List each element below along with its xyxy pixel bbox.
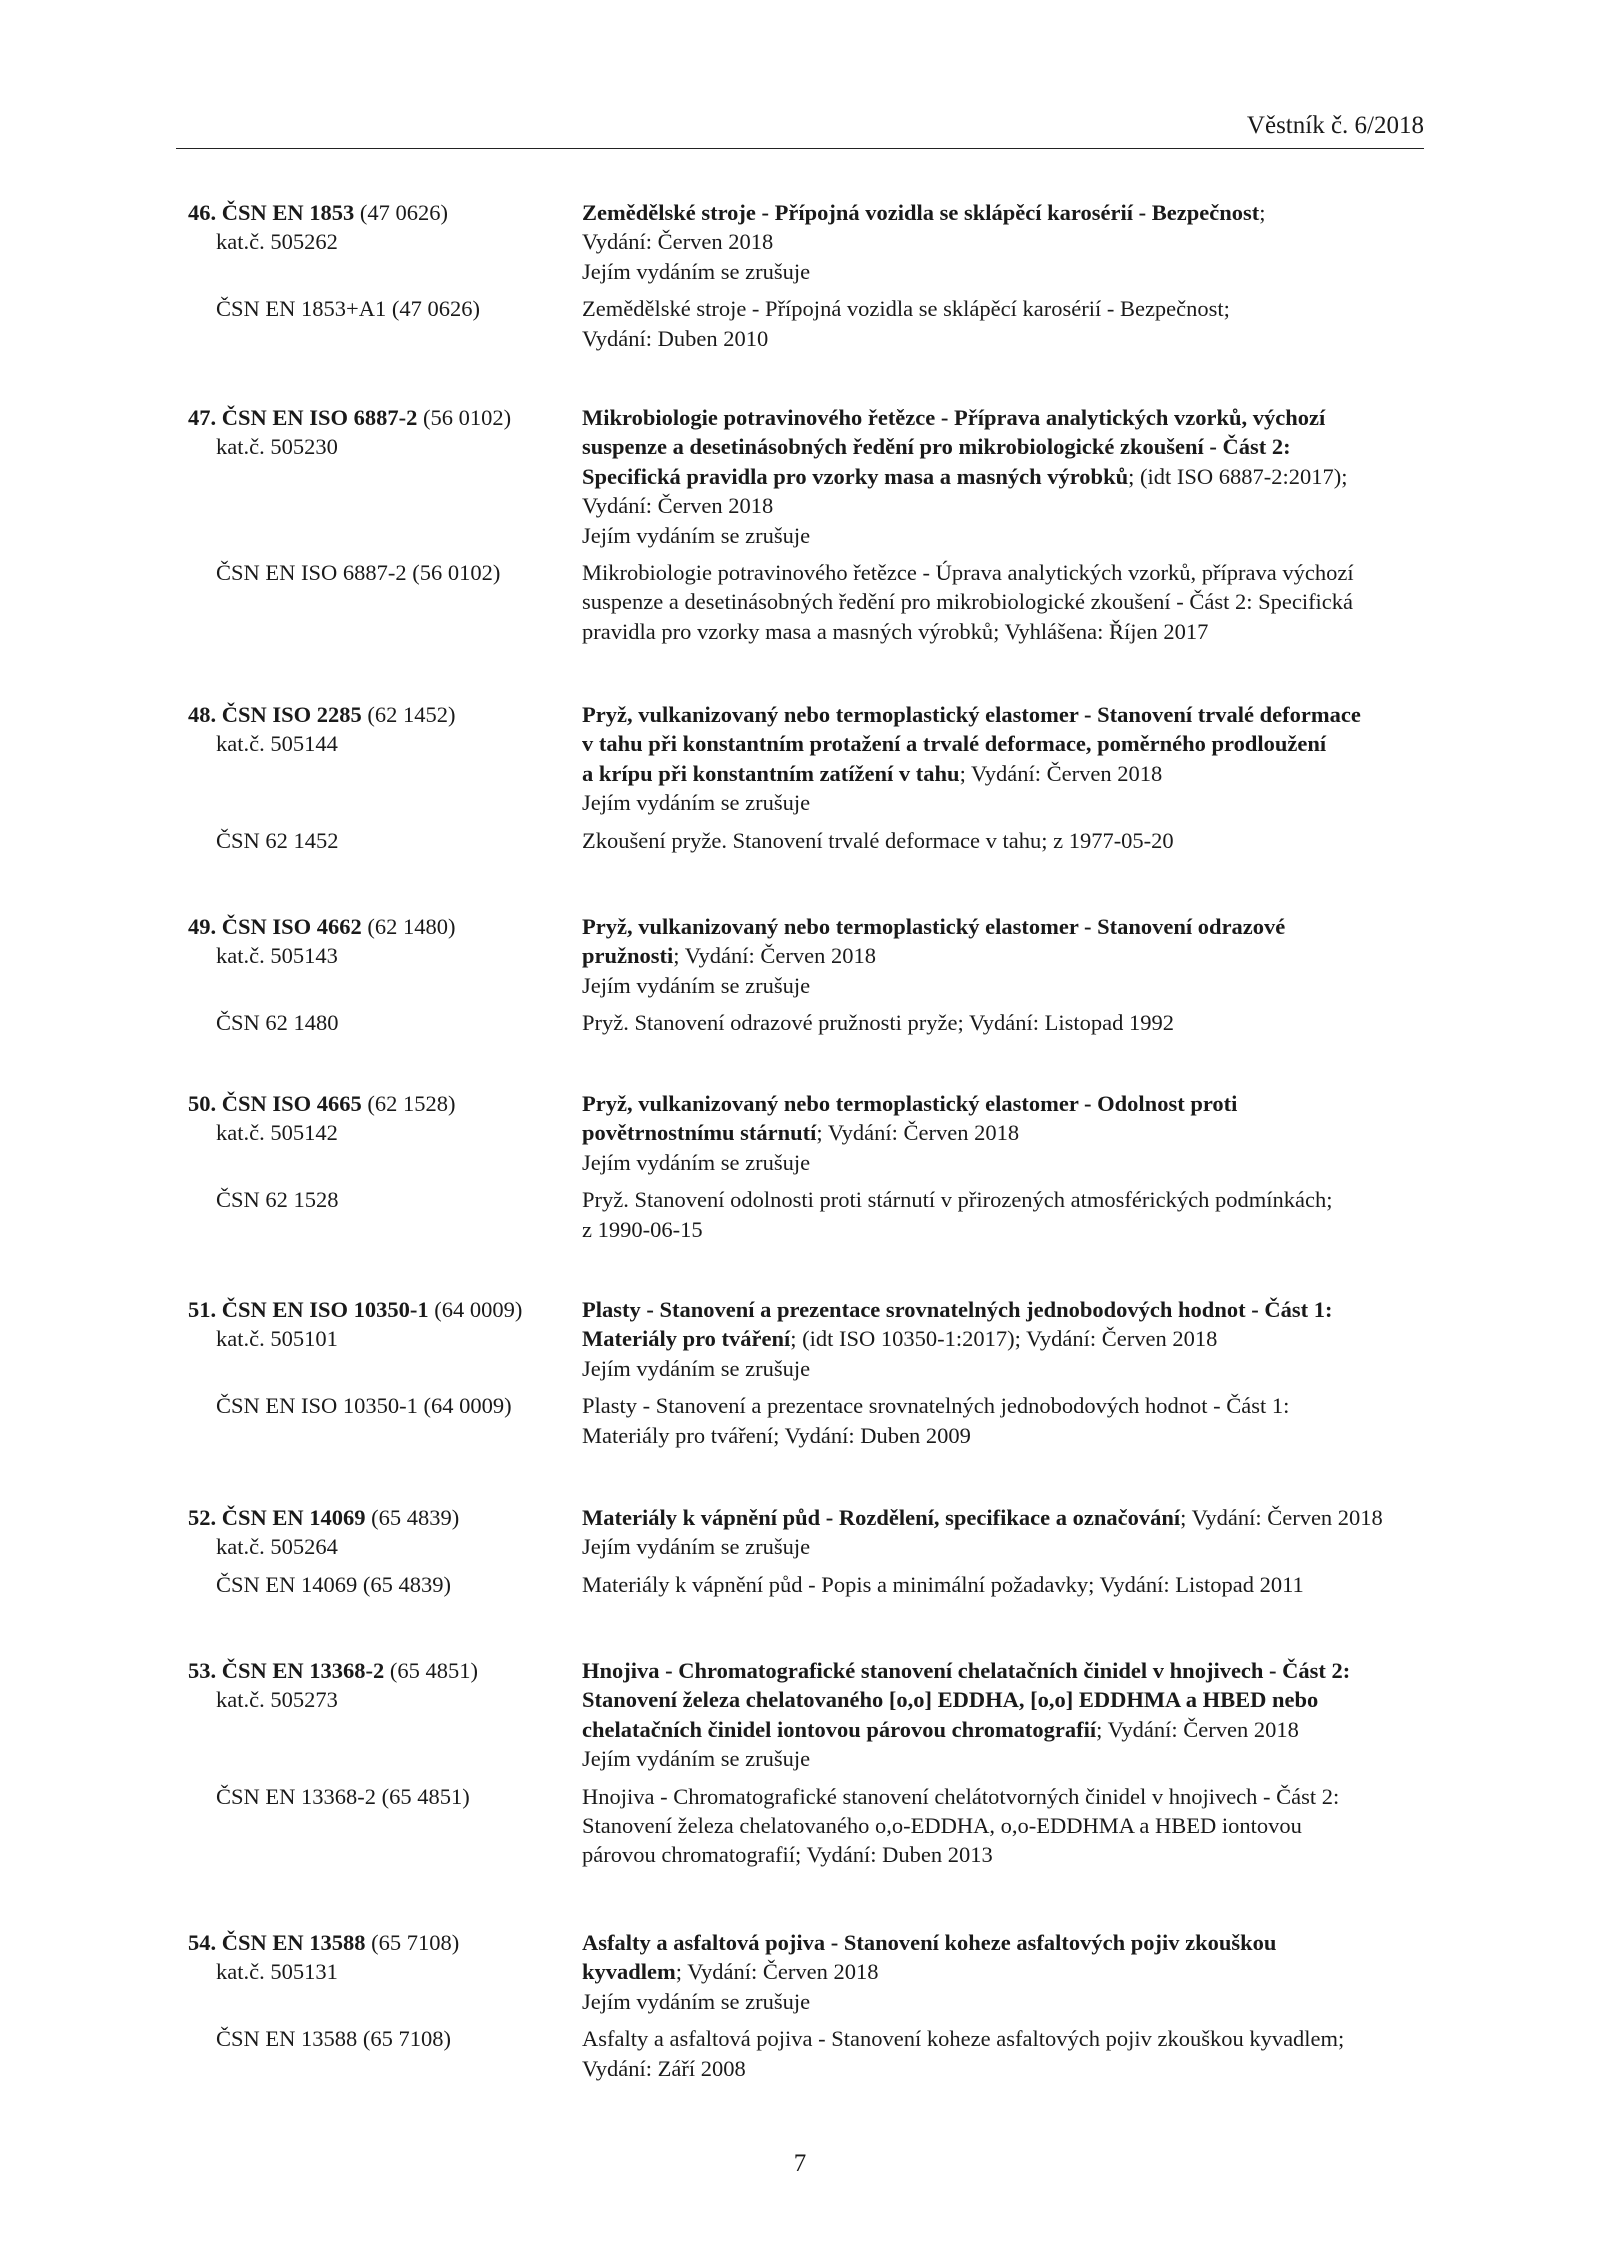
entry-row (0, 462, 1600, 491)
standard-code: ČSN EN 13368-2 (221, 1658, 385, 1683)
withdrawn-standard-line: Mikrobiologie potravinového řetězce - Úprava analytických vzorků, příprava výchozí (582, 559, 1354, 585)
withdrawn-standard-line: Hnojiva - Chromatografické stanovení chelátotvorných činidel v hnojivech - Část 2: (582, 1783, 1340, 1809)
withdrawn-standard-code: ČSN EN 13588 (65 7108) (216, 2026, 451, 2052)
entry-row (0, 1008, 1600, 1037)
entry-number: 54. (188, 1930, 222, 1955)
withdrawn-standard-line: Vydání: Září 2008 (582, 2055, 746, 2081)
entry-number: 46. (188, 200, 222, 225)
entry-row (0, 1503, 1600, 1532)
standard-info: ; Vydání: Červen 2018 (959, 760, 1163, 786)
withdrawn-standard-code: ČSN 62 1452 (216, 827, 339, 853)
withdrawn-standard-line: pravidla pro vzorky masa a masných výrobků; Vyhlášena: Říjen 2017 (582, 618, 1209, 644)
standard-title: v tahu při konstantním protažení a trvalé deformace, poměrného prodloužení (582, 731, 1327, 757)
standard-designation (188, 403, 511, 432)
standard-info: Jejím vydáním se zrušuje (582, 1149, 811, 1175)
standard-title: Materiály pro tváření (582, 1326, 791, 1352)
standard-title: Pryž, vulkanizovaný nebo termoplastický elastomer - Stanovení odrazové (582, 914, 1286, 939)
entry-row (0, 558, 1600, 587)
catalog-number: kat.č. 505273 (216, 1687, 338, 1713)
standard-entry (0, 1656, 1600, 1870)
withdrawn-standard-code: ČSN EN ISO 6887-2 (56 0102) (216, 559, 501, 585)
standard-info: ; (1259, 200, 1266, 225)
entry-row (0, 2024, 1600, 2053)
standard-designation (188, 1928, 459, 1957)
entry-gap (0, 1383, 1600, 1391)
journal-issue-title: Věstník č. 6/2018 (1246, 112, 1424, 139)
new-standard-line (582, 759, 1162, 788)
new-standard-line (582, 227, 773, 256)
standard-title: Stanovení železa chelatovaného [o,o] EDDHA, [o,o] EDDHMA a HBED nebo (582, 1687, 1319, 1713)
new-standard-line (582, 1532, 810, 1561)
page-header (176, 108, 1424, 149)
new-standard-line (582, 788, 810, 817)
entry-row (0, 198, 1600, 227)
catalog-number: kat.č. 505131 (216, 1959, 338, 1985)
entry-row (0, 1987, 1600, 2016)
new-standard-line (582, 1928, 1276, 1957)
entry-row (0, 941, 1600, 970)
standard-code: ČSN EN 14069 (221, 1505, 366, 1530)
entry-row (0, 729, 1600, 758)
classification-number: (62 1528) (361, 1091, 456, 1116)
entry-row (0, 227, 1600, 256)
entry-row (0, 294, 1600, 323)
standard-info: Jejím vydáním se zrušuje (582, 1534, 811, 1560)
withdrawn-standard-code: ČSN EN 14069 (65 4839) (216, 1571, 451, 1597)
withdrawn-standard-code: ČSN EN 1853+A1 (47 0626) (216, 296, 480, 322)
catalog-number: kat.č. 505230 (216, 434, 338, 460)
new-standard-line (582, 521, 810, 550)
entry-gap (0, 286, 1600, 294)
standard-code: ČSN EN ISO 6887-2 (221, 405, 418, 430)
withdrawn-standard-line: Pryž. Stanovení odolnosti proti stárnutí v přirozených atmosférických podmínkách; (582, 1187, 1333, 1213)
entry-row (0, 1148, 1600, 1177)
standard-info: Jejím vydáním se zrušuje (582, 522, 811, 548)
standard-designation (188, 912, 456, 941)
standard-info: Vydání: Červen 2018 (582, 493, 774, 519)
standard-info: ; Vydání: Červen 2018 (816, 1120, 1020, 1146)
standard-info: Jejím vydáním se zrušuje (582, 1355, 811, 1381)
entry-row (0, 1421, 1600, 1450)
standard-designation (188, 1089, 456, 1118)
entry-row (0, 2054, 1600, 2083)
new-standard-line (582, 912, 1285, 941)
new-standard-line (582, 1354, 810, 1383)
standard-title: chelatačních činidel iontovou párovou chromatografií (582, 1716, 1097, 1742)
entry-row (0, 521, 1600, 550)
standard-info: Jejím vydáním se zrušuje (582, 1988, 811, 2014)
standard-info: ; Vydání: Červen 2018 (1180, 1505, 1383, 1530)
standard-info: Jejím vydáním se zrušuje (582, 258, 811, 284)
new-standard-line (582, 971, 810, 1000)
entry-row (0, 403, 1600, 432)
standard-designation (188, 1656, 478, 1685)
entry-row (0, 1354, 1600, 1383)
standard-info: Jejím vydáním se zrušuje (582, 972, 811, 998)
entry-number: 51. (188, 1297, 222, 1322)
withdrawn-standard-code: ČSN EN 13368-2 (65 4851) (216, 1783, 470, 1809)
new-standard-line (582, 432, 1291, 461)
entry-row (0, 1295, 1600, 1324)
new-standard-line (582, 1685, 1318, 1714)
entry-number: 50. (188, 1091, 222, 1116)
page-number: 7 (793, 2150, 807, 2177)
entry-row (0, 257, 1600, 286)
standard-title: Asfalty a asfaltová pojiva - Stanovení koheze asfaltových pojiv zkouškou (582, 1930, 1277, 1955)
entry-row (0, 826, 1600, 855)
withdrawn-standard-line: Materiály pro tváření; Vydání: Duben 2009 (582, 1422, 971, 1448)
entry-row (0, 788, 1600, 817)
standard-title: Pryž, vulkanizovaný nebo termoplastický elastomer - Stanovení trvalé deformace (582, 702, 1361, 727)
entry-row (0, 1118, 1600, 1147)
standard-title: Specifická pravidla pro vzorky masa a masných výrobků (582, 463, 1129, 489)
classification-number: (62 1480) (361, 914, 456, 939)
standard-info: Jejím vydáním se zrušuje (582, 790, 811, 816)
entry-row (0, 759, 1600, 788)
entry-number: 52. (188, 1505, 222, 1530)
standard-code: ČSN ISO 2285 (221, 702, 362, 727)
standard-title: povětrnostnímu stárnutí (582, 1120, 817, 1146)
withdrawn-standard-line: Pryž. Stanovení odrazové pružnosti pryže; Vydání: Listopad 1992 (582, 1010, 1174, 1036)
standard-entry (0, 700, 1600, 855)
standard-info: ; Vydání: Červen 2018 (675, 1959, 879, 1985)
standard-info: ; Vydání: Červen 2018 (673, 943, 876, 969)
standard-entry (0, 1089, 1600, 1244)
entry-gap (0, 1774, 1600, 1782)
classification-number: (56 0102) (417, 405, 512, 430)
entry-row (0, 1532, 1600, 1561)
standard-entry (0, 1503, 1600, 1599)
new-standard-line (582, 1957, 878, 1986)
entry-row (0, 1185, 1600, 1214)
entry-gap (0, 818, 1600, 826)
entry-number: 48. (188, 702, 222, 727)
catalog-number: kat.č. 505143 (216, 943, 338, 969)
new-standard-line (582, 700, 1361, 729)
entry-row (0, 700, 1600, 729)
new-standard-line (582, 1324, 1217, 1353)
entry-gap (0, 1000, 1600, 1008)
classification-number: (62 1452) (361, 702, 456, 727)
new-standard-line (582, 1503, 1383, 1532)
entry-row (0, 587, 1600, 616)
standard-title: a krípu při konstantním zatížení v tahu (582, 760, 960, 786)
new-standard-line (582, 1295, 1332, 1324)
withdrawn-standard-line: Stanovení železa chelatovaného o,o-EDDHA, o,o-EDDHMA a HBED iontovou (582, 1812, 1302, 1838)
entry-row (0, 491, 1600, 520)
catalog-number: kat.č. 505262 (216, 229, 338, 255)
standard-title: Materiály k vápnění půd - Rozdělení, specifikace a označování (582, 1505, 1181, 1530)
entry-row (0, 1957, 1600, 1986)
standard-designation (188, 700, 456, 729)
withdrawn-standard-line: z 1990-06-15 (582, 1216, 703, 1242)
new-standard-line (582, 462, 1347, 491)
entry-number: 47. (188, 405, 222, 430)
withdrawn-standard-line: Asfalty a asfaltová pojiva - Stanovení koheze asfaltových pojiv zkouškou kyvadlem; (582, 2026, 1345, 2052)
catalog-number: kat.č. 505264 (216, 1534, 338, 1560)
standard-title: Plasty - Stanovení a prezentace srovnatelných jednobodových hodnot - Část 1: (582, 1297, 1333, 1322)
new-standard-line (582, 1744, 810, 1773)
entry-row (0, 1656, 1600, 1685)
entry-row (0, 1840, 1600, 1869)
standard-entry (0, 1928, 1600, 2083)
standard-code: ČSN EN 1853 (221, 200, 355, 225)
standard-info: Jejím vydáním se zrušuje (582, 1746, 811, 1772)
catalog-number: kat.č. 505144 (216, 731, 338, 757)
standard-code: ČSN EN ISO 10350-1 (221, 1297, 429, 1322)
standard-designation (188, 1295, 522, 1324)
standard-title: Hnojiva - Chromatografické stanovení chelatačních činidel v hnojivech - Část 2: (582, 1658, 1351, 1683)
entry-row (0, 1215, 1600, 1244)
new-standard-line (582, 257, 810, 286)
new-standard-line (582, 1148, 810, 1177)
entry-number: 53. (188, 1658, 222, 1683)
standard-designation (188, 1503, 459, 1532)
entry-number: 49. (188, 914, 222, 939)
entry-row (0, 1744, 1600, 1773)
entry-row (0, 912, 1600, 941)
standard-entry (0, 403, 1600, 646)
withdrawn-standard-line: Plasty - Stanovení a prezentace srovnatelných jednobodových hodnot - Část 1: (582, 1393, 1290, 1419)
withdrawn-standard-line: suspenze a desetinásobných ředění pro mikrobiologické zkoušení - Část 2: Specifická (582, 589, 1354, 615)
new-standard-line (582, 941, 876, 970)
entry-row (0, 971, 1600, 1000)
new-standard-line (582, 491, 773, 520)
standard-entry (0, 1295, 1600, 1450)
entry-row (0, 1685, 1600, 1714)
entry-gap (0, 1562, 1600, 1570)
withdrawn-standard-code: ČSN 62 1480 (216, 1010, 339, 1036)
standard-title: Pryž, vulkanizovaný nebo termoplastický elastomer - Odolnost proti (582, 1091, 1238, 1116)
entry-gap (0, 550, 1600, 558)
entry-gap (0, 2016, 1600, 2024)
entry-row (0, 617, 1600, 646)
entry-row (0, 324, 1600, 353)
entry-row (0, 1715, 1600, 1744)
entry-row (0, 1391, 1600, 1420)
standard-title: Mikrobiologie potravinového řetězce - Příprava analytických vzorků, výchozí (582, 405, 1326, 430)
standard-title: pružnosti (582, 943, 674, 969)
new-standard-line (582, 1715, 1299, 1744)
new-standard-line (582, 1656, 1350, 1685)
withdrawn-standard-line: Vydání: Duben 2010 (582, 325, 769, 351)
classification-number: (47 0626) (354, 200, 449, 225)
classification-number: (65 7108) (365, 1930, 460, 1955)
withdrawn-standard-code: ČSN 62 1528 (216, 1187, 339, 1213)
standard-designation (188, 198, 448, 227)
withdrawn-standard-line: párovou chromatografií; Vydání: Duben 2013 (582, 1842, 993, 1868)
entry-gap (0, 1177, 1600, 1185)
entry-row (0, 1928, 1600, 1957)
standard-info: ; (idt ISO 6887-2:2017); (1128, 463, 1348, 489)
withdrawn-standard-line: Materiály k vápnění půd - Popis a minimální požadavky; Vydání: Listopad 2011 (582, 1571, 1304, 1597)
new-standard-line (582, 1987, 810, 2016)
withdrawn-standard-line: Zkoušení pryže. Stanovení trvalé deformace v tahu; z 1977-05-20 (582, 827, 1174, 853)
catalog-number: kat.č. 505142 (216, 1120, 338, 1146)
classification-number: (65 4851) (384, 1658, 479, 1683)
new-standard-line (582, 403, 1325, 432)
standard-entry (0, 912, 1600, 1038)
classification-number: (64 0009) (428, 1297, 523, 1322)
classification-number: (65 4839) (365, 1505, 460, 1530)
entry-row (0, 1324, 1600, 1353)
entry-row (0, 1811, 1600, 1840)
standard-code: ČSN ISO 4665 (221, 1091, 362, 1116)
standard-title: kyvadlem (582, 1959, 676, 1985)
standard-code: ČSN EN 13588 (221, 1930, 366, 1955)
new-standard-line (582, 1118, 1019, 1147)
new-standard-line (582, 729, 1326, 758)
standard-info: Vydání: Červen 2018 (582, 229, 774, 255)
standard-title: suspenze a desetinásobných ředění pro mikrobiologické zkoušení - Část 2: (582, 434, 1291, 460)
catalog-number: kat.č. 505101 (216, 1326, 338, 1352)
withdrawn-standard-code: ČSN EN ISO 10350-1 (64 0009) (216, 1393, 512, 1419)
entry-row (0, 1782, 1600, 1811)
standard-info: ; Vydání: Červen 2018 (1096, 1716, 1299, 1742)
entry-row (0, 432, 1600, 461)
standard-info: ; (idt ISO 10350-1:2017); Vydání: Červen 2018 (790, 1326, 1218, 1352)
standard-entry (0, 198, 1600, 353)
entry-row (0, 1570, 1600, 1599)
standard-title: Zemědělské stroje - Přípojná vozidla se sklápěcí karosérií - Bezpečnost (582, 200, 1260, 225)
withdrawn-standard-line: Zemědělské stroje - Přípojná vozidla se sklápěcí karosérií - Bezpečnost; (582, 296, 1230, 322)
new-standard-line (582, 1089, 1237, 1118)
new-standard-line (582, 198, 1265, 227)
standard-code: ČSN ISO 4662 (221, 914, 362, 939)
entry-row (0, 1089, 1600, 1118)
